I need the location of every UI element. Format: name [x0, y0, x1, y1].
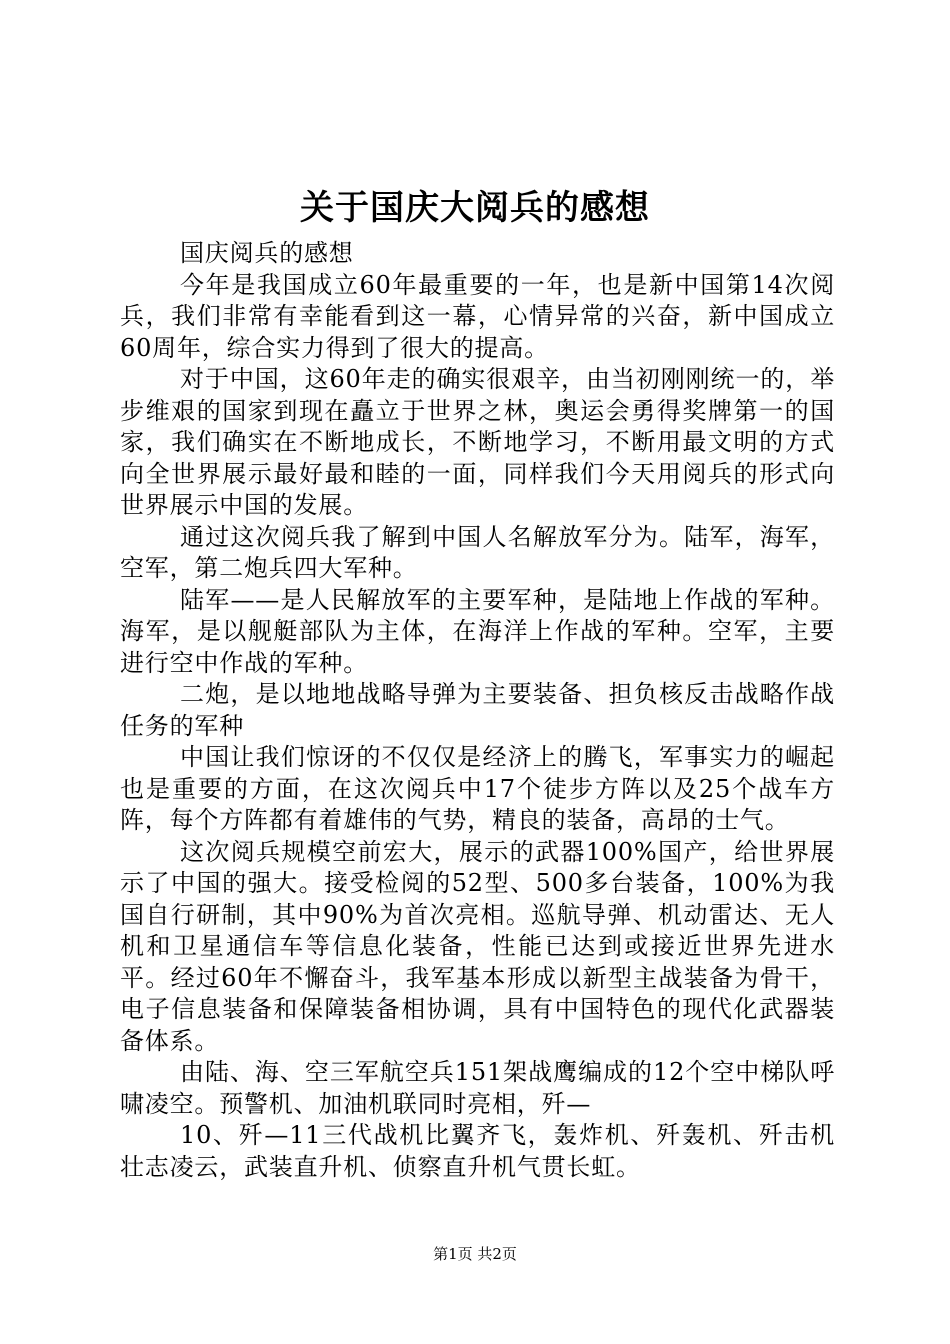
paragraph: 10、歼—11三代战机比翼齐飞，轰炸机、歼轰机、歼击机壮志凌云，武装直升机、侦察直升机气贯长虹。	[120, 1121, 835, 1181]
paragraph-subtitle: 国庆阅兵的感想	[180, 239, 354, 267]
page-footer: 第1页 共2页	[433, 1245, 517, 1263]
paragraph: 对于中国，这60年走的确实很艰辛，由当初刚刚统一的，举步维艰的国家到现在矗立于世界之林，奥运会勇得奖牌第一的国家，我们确实在不断地成长，不断地学习，不断用最文明的方式向全世界展示最好最和睦的一面，同样我们今天用阅兵的形式向世界展示中国的发展。	[120, 365, 835, 519]
paragraph: 今年是我国成立60年最重要的一年，也是新中国第14次阅兵，我们非常有幸能看到这一幕，心情异常的兴奋，新中国成立60周年，综合实力得到了很大的提高。	[120, 270, 835, 362]
paragraph: 由陆、海、空三军航空兵151架战鹰编成的12个空中梯队呼啸凌空。预警机、加油机联同时亮相，歼—	[120, 1058, 835, 1118]
paragraph: 二炮，是以地地战略导弹为主要装备、担负核反击战略作战任务的军种	[120, 680, 835, 740]
document-body	[120, 238, 835, 1183]
document-title: 关于国庆大阅兵的感想	[300, 188, 650, 228]
paragraph: 陆军——是人民解放军的主要军种，是陆地上作战的军种。海军，是以舰艇部队为主体，在海洋上作战的军种。空军，主要进行空中作战的军种。	[120, 585, 835, 677]
paragraph: 这次阅兵规模空前宏大，展示的武器100%国产，给世界展示了中国的强大。接受检阅的52型、500多台装备，100%为我国自行研制，其中90%为首次亮相。巡航导弹、机动雷达、无人机和卫星通信车等信息化装备，性能已达到或接近世界先进水平。经过60年不懈奋斗，我军基本形成以新型主战装备为骨干，电子信息装备和保障装备相协调，具有中国特色的现代化武器装备体系。	[120, 837, 835, 1055]
paragraph: 通过这次阅兵我了解到中国人名解放军分为。陆军，海军，空军，第二炮兵四大军种。	[120, 522, 835, 582]
paragraph: 中国让我们惊讶的不仅仅是经济上的腾飞，军事实力的崛起也是重要的方面，在这次阅兵中17个徒步方阵以及25个战车方阵，每个方阵都有着雄伟的气势，精良的装备，高昂的士气。	[120, 743, 835, 834]
